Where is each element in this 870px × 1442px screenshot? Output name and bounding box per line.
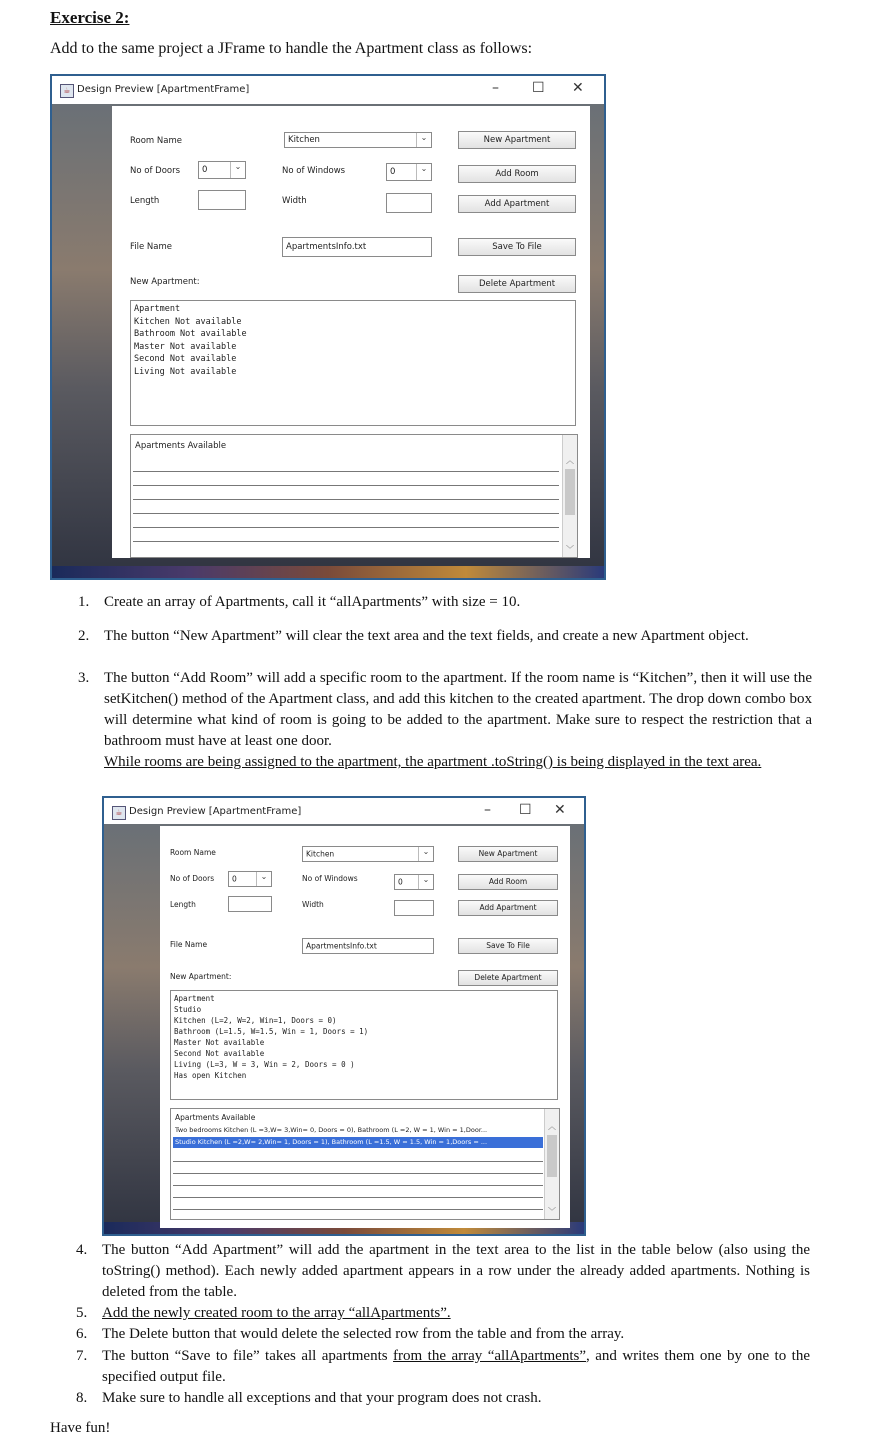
text-area-line: Master Not available	[134, 341, 237, 352]
apartment-frame-preview-1	[50, 74, 606, 580]
list-text: Add the newly created room to the array “allApartments”.	[102, 1305, 451, 1321]
list-text: Create an array of Apartments, call it “allApartments” with size = 10.	[104, 594, 521, 610]
add-room-button[interactable]: Add Room	[458, 165, 576, 183]
list-text: Make sure to handle all exceptions and that your program does not crash.	[102, 1390, 542, 1406]
list-text-underlined: from the array “allApartments”	[393, 1348, 586, 1364]
scrollbar-thumb[interactable]	[565, 469, 575, 515]
text-area-line: Has open Kitchen	[174, 1071, 247, 1080]
window-title: Design Preview [ApartmentFrame]	[77, 84, 250, 95]
no-of-windows-combo[interactable]	[386, 163, 432, 181]
apartment-text-area[interactable]	[170, 990, 558, 1100]
chevron-down-icon: ⌄	[418, 847, 433, 861]
exercise-heading: Exercise 2:	[50, 8, 130, 27]
new-apartment-label: New Apartment:	[130, 277, 200, 287]
closing-text: Have fun!	[50, 1420, 111, 1436]
new-apartment-button[interactable]: New Apartment	[458, 846, 558, 862]
no-of-doors-combo[interactable]	[198, 161, 246, 179]
text-area-line: Living Not available	[134, 366, 237, 377]
java-icon: ☕	[60, 84, 74, 98]
no-of-windows-value: 0	[398, 877, 403, 887]
list-text: The button “Add Apartment” will add the apartment in the text area to the list in the table below (also using the toString() method). Each newly added apartment appears in a row under the already added apartments. Nothing is deleted from the table.	[102, 1242, 810, 1300]
table-header: Apartments Available	[135, 441, 227, 451]
new-apartment-button[interactable]: New Apartment	[458, 131, 576, 149]
no-of-windows-label: No of Windows	[282, 166, 346, 176]
room-name-combo[interactable]	[302, 846, 434, 862]
no-of-doors-label: No of Doors	[170, 874, 215, 883]
text-area-line: Bathroom Not available	[134, 329, 247, 339]
file-name-value: ApartmentsInfo.txt	[306, 941, 377, 951]
new-apartment-label: New Apartment:	[170, 972, 232, 981]
chevron-down-icon: ⌄	[416, 133, 431, 147]
add-apartment-button[interactable]: Add Apartment	[458, 195, 576, 213]
text-area-line: Master Not available	[174, 1038, 265, 1047]
chevron-up-icon[interactable]: ︿	[566, 456, 574, 465]
apartment-frame-preview-2	[102, 796, 586, 1236]
form-panel	[160, 826, 570, 1228]
width-label: Width	[282, 196, 307, 206]
file-name-label: File Name	[170, 940, 208, 949]
delete-apartment-button[interactable]: Delete Apartment	[458, 970, 558, 986]
length-field[interactable]	[228, 896, 272, 912]
table-row[interactable]: Two bedrooms Kitchen (L =3,W= 3,Win= 0, Doors = 0), Bathroom (L =2, W = 1, Win = 1,Door...	[175, 1126, 488, 1134]
chevron-down-icon[interactable]: ﹀	[548, 1207, 556, 1216]
no-of-doors-value: 0	[202, 165, 208, 175]
list-item	[76, 1303, 810, 1325]
table-row[interactable]	[173, 1185, 543, 1186]
table-row[interactable]	[133, 541, 559, 542]
text-area-line: Second Not available	[134, 354, 237, 364]
width-field[interactable]	[386, 193, 432, 213]
chevron-down-icon: ⌄	[256, 872, 271, 886]
title-bar	[104, 798, 584, 824]
no-of-windows-value: 0	[390, 167, 396, 177]
list-number: 6.	[76, 1326, 88, 1342]
file-name-field[interactable]	[302, 938, 434, 954]
close-icon[interactable]: ✕	[572, 80, 584, 96]
list-text-part: , and writes them one by one to the specified output file.	[102, 1348, 810, 1385]
delete-apartment-button[interactable]: Delete Apartment	[458, 275, 576, 293]
table-scrollbar[interactable]	[562, 435, 577, 557]
list-text-part: The button “Save to file” takes all apartments	[102, 1348, 394, 1364]
no-of-doors-combo[interactable]	[228, 871, 272, 887]
no-of-windows-combo[interactable]	[394, 874, 434, 890]
save-to-file-button[interactable]: Save To File	[458, 238, 576, 256]
room-name-combo[interactable]	[284, 132, 432, 148]
list-number: 3.	[78, 670, 90, 686]
text-area-line: Kitchen Not available	[134, 316, 242, 327]
list-number: 7.	[76, 1348, 88, 1364]
add-apartment-button[interactable]: Add Apartment	[458, 900, 558, 916]
list-text	[102, 1346, 810, 1388]
table-row[interactable]	[173, 1197, 543, 1198]
room-name-value: Kitchen	[306, 849, 335, 859]
text-area-line: Second Not available	[174, 1049, 265, 1058]
list-number: 8.	[76, 1390, 88, 1406]
list-item	[78, 592, 810, 614]
apartment-text-area[interactable]	[130, 300, 576, 426]
list-number: 5.	[76, 1305, 88, 1321]
list-item	[78, 668, 810, 754]
text-area-line: Apartment	[174, 994, 215, 1003]
table-row[interactable]	[133, 513, 559, 514]
chevron-up-icon[interactable]: ︿	[548, 1122, 556, 1131]
chevron-down-icon[interactable]: ﹀	[566, 545, 574, 554]
chevron-down-icon: ⌄	[416, 164, 431, 180]
list-number: 2.	[78, 628, 90, 644]
table-row[interactable]	[133, 527, 559, 528]
list-text: The button “New Apartment” will clear the text area and the text fields, and create a new Apartment object.	[104, 628, 749, 644]
title-bar	[52, 76, 604, 104]
text-area-line: Living (L=3, W = 3, Win = 2, Doors = 0 )	[174, 1060, 355, 1069]
list-item	[78, 626, 810, 670]
text-area-line: Bathroom (L=1.5, W=1.5, Win = 1, Doors = 1)	[174, 1027, 369, 1036]
list-number: 4.	[76, 1242, 88, 1258]
table-row[interactable]	[133, 499, 559, 500]
chevron-down-icon: ⌄	[230, 162, 245, 178]
table-row[interactable]	[173, 1161, 543, 1162]
length-label: Length	[170, 900, 196, 909]
list-item	[76, 1388, 810, 1410]
length-label: Length	[130, 196, 160, 206]
no-of-doors-value: 0	[232, 874, 237, 884]
list-number: 1.	[78, 594, 90, 610]
list-text: The button “Add Room” will add a specific room to the apartment. If the room name is “Kitchen”, then it will use the setKitchen() method of the Apartment class, and add this kitchen to the created apartment. The drop down combo box will determine what kind of room is going to be added to the apartment. Make sure to respect the restriction that a bathroom must have at least one door.	[104, 670, 812, 749]
length-field[interactable]	[198, 190, 246, 210]
list-item	[76, 1346, 810, 1390]
text-area-line: Studio	[174, 1005, 202, 1014]
chevron-down-icon: ⌄	[418, 875, 433, 889]
save-to-file-button[interactable]: Save To File	[458, 938, 558, 954]
file-name-field[interactable]	[282, 237, 432, 257]
window-title: Design Preview [ApartmentFrame]	[129, 806, 302, 817]
table-header: Apartments Available	[175, 1113, 256, 1122]
no-of-windows-label: No of Windows	[302, 874, 358, 883]
list-continuation	[104, 752, 810, 794]
table-row[interactable]	[133, 485, 559, 486]
list-text: The Delete button that would delete the selected row from the table and from the array.	[102, 1326, 625, 1342]
text-area-line: Kitchen (L=2, W=2, Win=1, Doors = 0)	[174, 1016, 337, 1025]
table-row-selected[interactable]: Studio Kitchen (L =2,W= 2,Win= 1, Doors = 1), Bathroom (L =1.5, W = 1.5, Win = 1,Doors = ...	[173, 1137, 543, 1148]
list-text: While rooms are being assigned to the apartment, the apartment .toString() is being displayed in the text area.	[104, 754, 762, 770]
maximize-icon[interactable]: ☐	[519, 802, 532, 818]
table-scrollbar[interactable]	[544, 1109, 559, 1219]
apartments-table[interactable]	[130, 434, 578, 558]
minimize-icon[interactable]: –	[484, 802, 491, 818]
file-name-value: ApartmentsInfo.txt	[286, 242, 367, 252]
intro-text: Add to the same project a JFrame to handle the Apartment class as follows:	[50, 40, 533, 57]
scrollbar-thumb[interactable]	[547, 1135, 557, 1177]
maximize-icon[interactable]: ☐	[532, 80, 545, 96]
no-of-doors-label: No of Doors	[130, 166, 181, 176]
width-label: Width	[302, 900, 324, 909]
file-name-label: File Name	[130, 242, 173, 252]
java-icon: ☕	[112, 806, 126, 820]
table-row[interactable]	[173, 1173, 543, 1174]
width-field[interactable]	[394, 900, 434, 916]
close-icon[interactable]: ✕	[554, 802, 566, 818]
text-area-line: Apartment	[134, 304, 181, 314]
apartments-table[interactable]	[170, 1108, 560, 1220]
room-name-label: Room Name	[130, 136, 182, 146]
table-row[interactable]	[133, 471, 559, 472]
minimize-icon[interactable]: –	[492, 80, 499, 96]
room-name-label: Room Name	[170, 848, 216, 857]
room-name-value: Kitchen	[288, 135, 320, 145]
list-item	[76, 1240, 810, 1304]
table-row[interactable]	[173, 1209, 543, 1210]
add-room-button[interactable]: Add Room	[458, 874, 558, 890]
form-panel	[112, 106, 590, 558]
list-item	[76, 1324, 810, 1346]
